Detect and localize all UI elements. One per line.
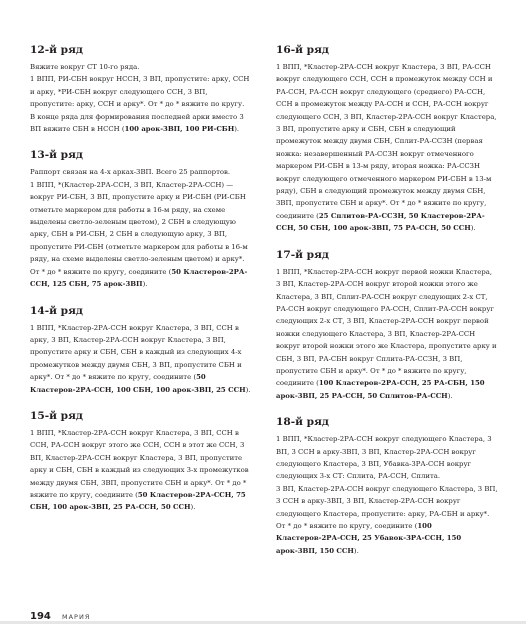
row-heading: 16-й ряд [276, 44, 329, 56]
instruction-paragraph [276, 433, 498, 483]
instruction-paragraph [30, 322, 252, 396]
instruction-paragraph [30, 73, 252, 110]
instruction-text: В конце ряда для формирования последней арки вместо 3 ВП вяжите СБН в НССН ( [30, 112, 244, 134]
row-heading: 17-й ряд [276, 248, 329, 261]
instruction-text: 1 ВПП, РИ-СБН вокруг НССН, 3 ВП, пропустите: арку, ССН и арку, *РИ-СБН вокруг следующего ССН, 3 ВП, пропустите: арку, ССН и арку*. От * до * вяжите по кругу. [30, 75, 250, 109]
instruction-text: 1 ВПП, *(Кластер-2РА-ССН, 3 ВП, Кластер-2РА-ССН) — вокруг РИ-СБН, 3 ВП, пропустите арку и РИ-СБН (РИ-СБН отметьте маркером для работы в 16-м ряду, на схеме выделены светло-зеленым цветом), 2 СБН в следующую арку, СБН в РИ-СБН, 2 СБН в следующую арку, 3 ВП, пропустите РИ-СБН (отметьте маркером для работы в 16-м ряду, на схеме выделены светло-зеленым цветом) и арку*. От * до * вяжите по кругу, соедините ( [30, 180, 248, 276]
row-heading: 12-й ряд [30, 44, 83, 56]
row-section [30, 410, 252, 514]
instruction-text: 1 ВПП, *Кластер-2РА-ССН вокруг Кластера, 3 ВП, ССН в арку, 3 ВП, Кластер-2РА-ССН вокруг Кластера, 3 ВП, пропустите арку и СБН, СБН в каждый из следующих 4-х промежутков между двумя СБН, 3 ВП, пропустите СБН и арку*. От * до * вяжите по кругу, соедините ( [30, 323, 242, 382]
instruction-paragraph [30, 61, 252, 73]
stitch-totals: 100 Кластеров-2РА-ССН, 25 Убавок-3РА-ССН, 150 арок-3ВП, 150 ССН [276, 522, 462, 555]
row-section [276, 44, 498, 235]
instruction-text: Раппорт связан на 4-х арках-3ВП. Всего 25 раппортов. [30, 168, 231, 177]
instruction-text: ). [447, 391, 453, 400]
instruction-text: 3 ВП, Кластер-2РА-ССН вокруг следующего Кластера, 3 ВП, 3 ССН в арку-3ВП, 3 ВП, Кластер-2РА-ССН вокруг следующего Кластера, пропустите: арку, РА-СБН и арку*. От * до * вяжите по кругу, соедините ( [276, 484, 498, 530]
stitch-totals: 50 Кластеров-2РА-ССН, 100 СБН, 100 арок-3ВП, 25 ССН [30, 373, 246, 394]
row-heading: 13-й ряд [30, 149, 83, 162]
right-column [276, 44, 498, 571]
row-heading: 15-й ряд [30, 409, 83, 422]
row-heading: 18-й ряд [276, 416, 329, 429]
stitch-totals: 100 арок-3ВП, 100 РИ-СБН [124, 125, 235, 134]
page-number: 194 [30, 611, 51, 622]
instruction-text: 1 ВПП, *Кластер-2РА-ССН вокруг Кластера, 3 ВП, РА-ССН вокруг следующего ССН, ССН в промежуток между ССН и РА-ССН, РА-ССН вокруг следующего (среднего) РА-ССН, ССН в промежуток между РА-ССН и ССН, РА-ССН вокруг следующего ССН, 3 ВП, Кластер-2РА-ССН вокруг Кластера, 3 ВП, пропустите арку и СБН, СБН в следующий промежуток между двумя СБН, Сплит-РА-ССЗН (первая ножка: незавершенный РА-ССЗН вокруг отмеченного маркером РИ-СБН в 13-м ряду, вторая ножка: РА-ССЗН вокруг следующего отмеченного маркером РИ-СБН в 13-м ряду), СБН в следующий промежуток между двумя СБН, 3ВП, пропустите СБН и арку*. От * до * вяжите по кругу, соедините ( [276, 63, 497, 220]
instruction-text: ). [470, 224, 476, 233]
instruction-paragraph [276, 61, 498, 235]
footer-rule [0, 621, 526, 624]
instruction-paragraph [30, 166, 252, 178]
instruction-text: 1 ВПП, *Кластер-2РА-ССН вокруг следующего Кластера, 3 ВП, 3 ССН в арку-3ВП, 3 ВП, Кластер-2РА-ССН вокруг следующего Кластера, 3 ВП, Убавка-3РА-ССН вокруг следующих 3-х СТ: Сплита, РА-ССН, Сплита. [276, 435, 492, 481]
instruction-paragraph [276, 483, 498, 557]
instruction-text: 1 ВПП, *Кластер-2РА-ССН вокруг Кластера, 3 ВП, ССН в ССН, РА-ССН вокруг этого же ССН, ССН в этот же ССН, 3 ВП, Кластер-2РА-ССН вокруг Кластера, 3 ВП, пропустите арку и СБН, СБН в каждый из следующих 3-х промежутков между двумя СБН, 3ВП, пропустите СБН и арку*. От * до * вяжите по кругу, соедините ( [30, 428, 249, 499]
instruction-paragraph [30, 111, 252, 136]
row-heading: 14-й ряд [30, 304, 83, 317]
stitch-totals: 50 Кластеров-2РА-ССН, 75 СБН, 100 арок-3ВП, 25 РА-ССН, 50 ССН [30, 490, 246, 512]
stitch-totals: 25 Сплитов-РА-ССЗН, 50 Кластеров-2РА-ССН, 50 СБН, 100 арок-3ВП, 75 РА-ССН, 50 ССН [276, 211, 485, 233]
instruction-text: Вяжите вокруг СТ 10-го ряда. [30, 63, 140, 71]
row-section [30, 149, 252, 290]
instruction-paragraph [30, 427, 252, 514]
left-column [30, 44, 252, 528]
instruction-paragraph [30, 179, 252, 291]
row-section [276, 416, 498, 557]
instruction-text: ). [190, 503, 196, 512]
instruction-text: ). [234, 125, 240, 134]
row-section [276, 249, 498, 402]
row-section [30, 305, 252, 396]
stitch-totals: 100 Кластеров-2РА-ССН, 25 РА-СБН, 150 арок-3ВП, 25 РА-ССН, 50 Сплитов-РА-ССН [276, 379, 485, 400]
row-section [30, 44, 252, 135]
instruction-text: 1 ВПП, *Кластер-2РА-ССН вокруг первой ножки Кластера, 3 ВП, Кластер-2РА-ССН вокруг второй ножки этого же Кластера, 3 ВП, Сплит-РА-ССН вокруг следующих 2-х СТ, РА-ССН вокруг следующего РА-ССН, Сплит-РА-ССН вокруг следующих 2-х СТ, 3 ВП, Кластер-2РА-ССН вокруг первой ножки следующего Кластера, 3 ВП, Кластер-2РА-ССН вокруг второй ножки этого же Кластера, пропустите арку и СБН, 3 ВП, РА-СБН вокруг Сплита-РА-ССЗН, 3 ВП, пропустите СБН и арку*. От * до * вяжите по кругу, соедините ( [276, 267, 497, 388]
instruction-text: ). [142, 280, 148, 289]
instruction-text: ). [353, 546, 359, 555]
running-head: МАРИЯ [62, 613, 91, 621]
instruction-paragraph [276, 266, 498, 402]
instruction-text: ). [245, 385, 251, 394]
stitch-totals: 50 Кластеров-2РА-ССН, 125 СБН, 75 арок-3ВП [30, 267, 248, 289]
